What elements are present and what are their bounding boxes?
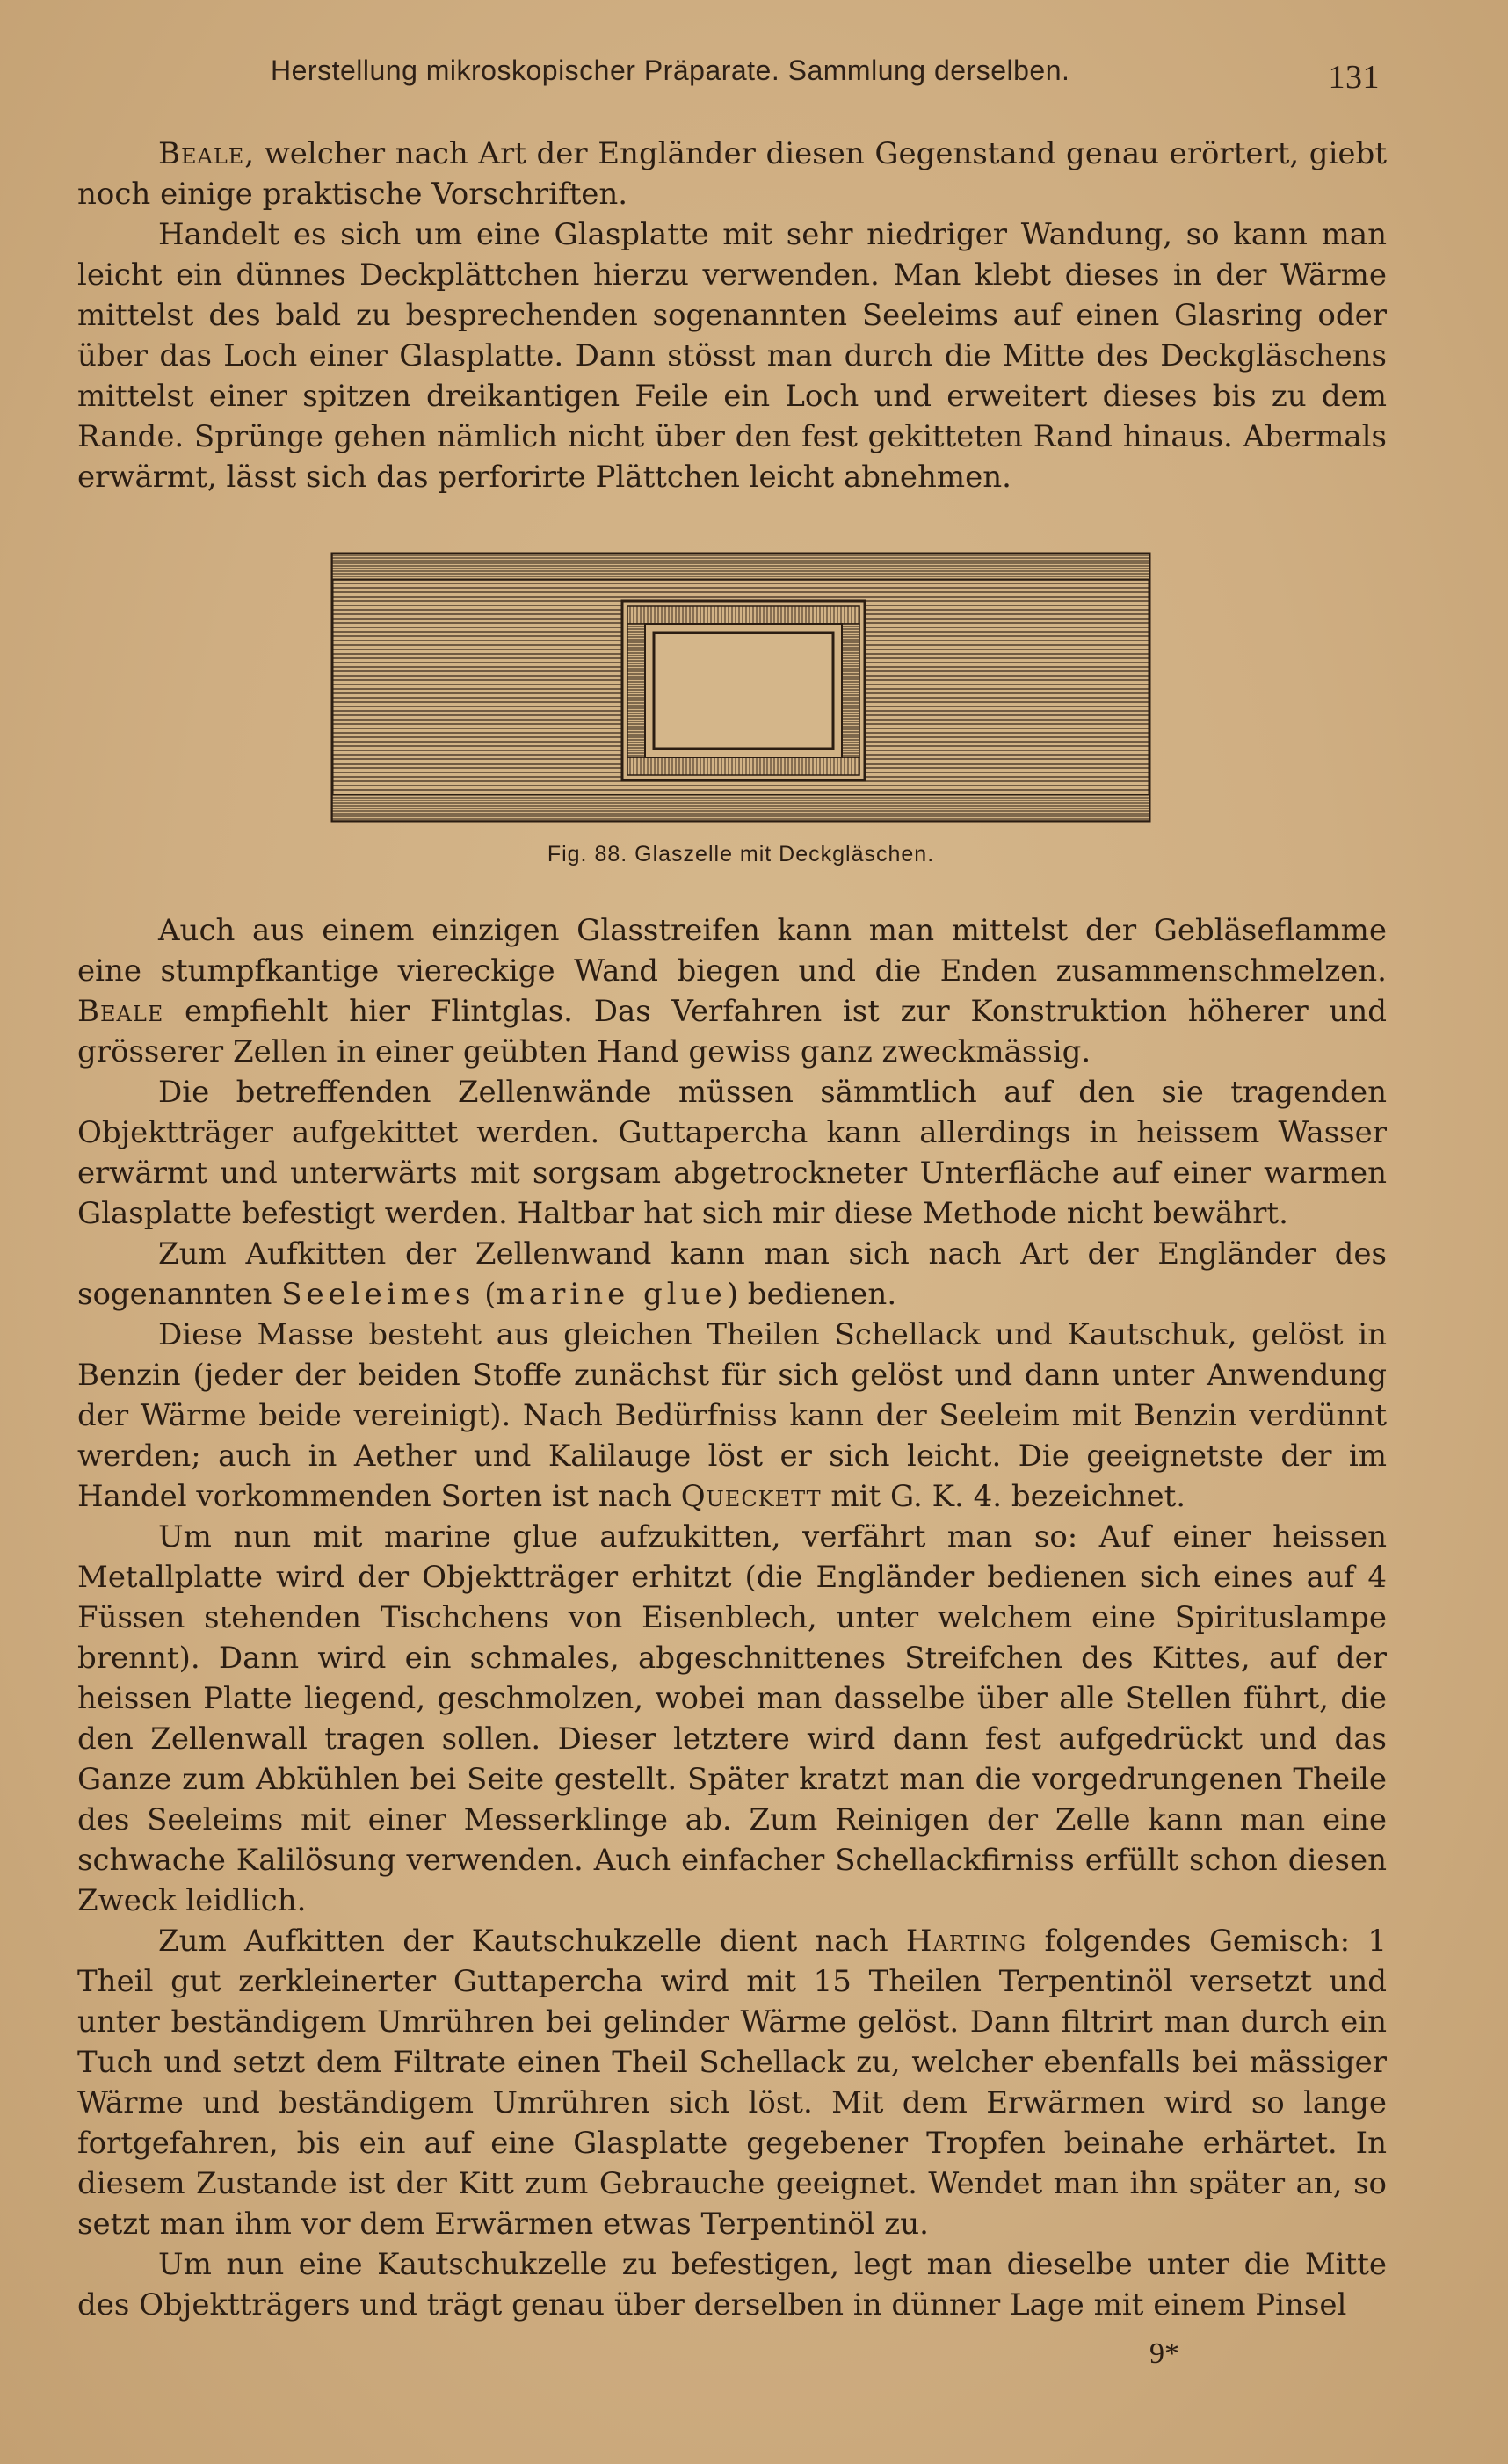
text-block-bottom: [77, 910, 1387, 2325]
spaced-term: Seeleimes: [281, 1277, 475, 1312]
author-name: Harting: [905, 1924, 1027, 1959]
paragraph: Um nun eine Kautschukzelle zu befestigen, legt man dieselbe unter die Mitte des Objektträgers und trägt genau über derselben in dünner Lage mit einem Pinsel: [77, 2247, 1387, 2323]
page-number: 131: [1328, 59, 1380, 96]
spaced-term: marine glue: [496, 1277, 727, 1312]
paragraph: Beale, welcher nach Art der Engländer diesen Gegenstand genau erörtert, giebt noch einige praktische Vorschriften.: [77, 136, 1387, 212]
paragraph: Handelt es sich um eine Glasplatte mit sehr niedriger Wandung, so kann man leicht ein dünnes Deckplättchen hierzu verwenden. Man klebt dieses in der Wärme mittelst des bald zu besprechenden sogenannten Seeleims auf einen Glasring oder über das Loch einer Glasplatte. Dann stösst man durch die Mitte des Deckgläschens mittelst einer spitzen dreikantigen Feile ein Loch und erweitert dieses bis zu dem Rande. Sprünge gehen nämlich nicht über den fest gekitteten Rand hinaus. Abermals erwärmt, lässt sich das perforirte Plättchen leicht abnehmen.: [77, 217, 1387, 495]
paragraph: Die betreffenden Zellenwände müssen sämmtlich auf den sie tragenden Objektträger aufgekittet werden. Guttapercha kann allerdings in heissem Wasser erwärmt und unterwärts mit sorgsam abgetrockneter Unterfläche auf einer warmen Glasplatte befestigt werden. Haltbar hat sich mir diese Methode nicht bewährt.: [77, 1075, 1387, 1231]
running-title: Herstellung mikroskopischer Präparate. Sammlung derselben.: [271, 54, 1070, 86]
glass-cell-engraving: [330, 552, 1151, 823]
signature-mark: 9*: [1149, 2337, 1179, 2370]
paragraph: Zum Aufkitten der Kautschukzelle dient nach Harting folgendes Gemisch: 1 Theil gut zerkleinerter Guttapercha wird mit 15 Theilen Terpentinöl versetzt und unter beständigem Umrühren bei gelinder Wärme gelöst. Dann filtrirt man durch ein Tuch und setzt dem Filtrate einen Theil Schellack zu, welcher ebenfalls bei mässiger Wärme und beständigem Umrühren sich löst. Mit dem Erwärmen wird so lange fortgefahren, bis ein auf eine Glasplatte gegebener Tropfen beinahe erhärtet. In diesem Zustande ist der Kitt zum Gebrauche geeignet. Wendet man ihn später an, so setzt man ihm vor dem Erwärmen etwas Terpentinöl zu.: [77, 1924, 1387, 2242]
author-name: Queckett: [680, 1479, 822, 1514]
paragraph: Um nun mit marine glue aufzukitten, verfährt man so: Auf einer heissen Metallplatte wird der Objektträger erhitzt (die Engländer bedienen sich eines auf 4 Füssen stehenden Tischchens von Eisenblech, unter welchem eine Spirituslampe brennt). Dann wird ein schmales, abgeschnittenes Streifchen des Kittes, auf der heissen Platte liegend, geschmolzen, wobei man dasselbe über alle Stellen führt, die den Zellenwall tragen sollen. Dieser letztere wird dann fest aufgedrückt und das Ganze zum Abkühlen bei Seite gestellt. Später kratzt man die vorgedrungenen Theile des Seeleims mit einer Messerklinge ab. Zum Reinigen der Zelle kann man eine schwache Kalilösung verwenden. Auch einfacher Schellackfirniss erfüllt schon diesen Zweck leidlich.: [77, 1519, 1387, 1918]
figure-caption: Fig. 88. Glaszelle mit Deckgläschen.: [547, 842, 935, 866]
paragraph: Diese Masse besteht aus gleichen Theilen Schellack und Kautschuk, gelöst in Benzin (jeder der beiden Stoffe zunächst für sich gelöst und dann unter Anwendung der Wärme beide vereinigt). Nach Bedürfniss kann der Seeleim mit Benzin verdünnt werden; auch in Aether und Kalilauge löst er sich leicht. Die geeignetste der im Handel vorkommenden Sorten ist nach Queckett mit G. K. 4. bezeichnet.: [77, 1317, 1387, 1514]
paragraph: Zum Aufkitten der Zellenwand kann man sich nach Art der Engländer des sogenannten Seeleimes (marine glue) bedienen.: [77, 1236, 1387, 1312]
author-name: Beale: [158, 136, 245, 171]
text-block-top: [77, 134, 1387, 497]
author-name: Beale: [77, 994, 164, 1029]
page-header: [264, 54, 1388, 97]
paragraph: Auch aus einem einzigen Glasstreifen kann man mittelst der Gebläseflamme eine stumpfkantige viereckige Wand biegen und die Enden zusammenschmelzen. Beale empfiehlt hier Flintglas. Das Verfahren ist zur Konstruktion höherer und grösserer Zellen in einer geübten Hand gewiss ganz zweckmässig.: [77, 913, 1387, 1069]
figure-glass-cell: [330, 552, 1151, 823]
